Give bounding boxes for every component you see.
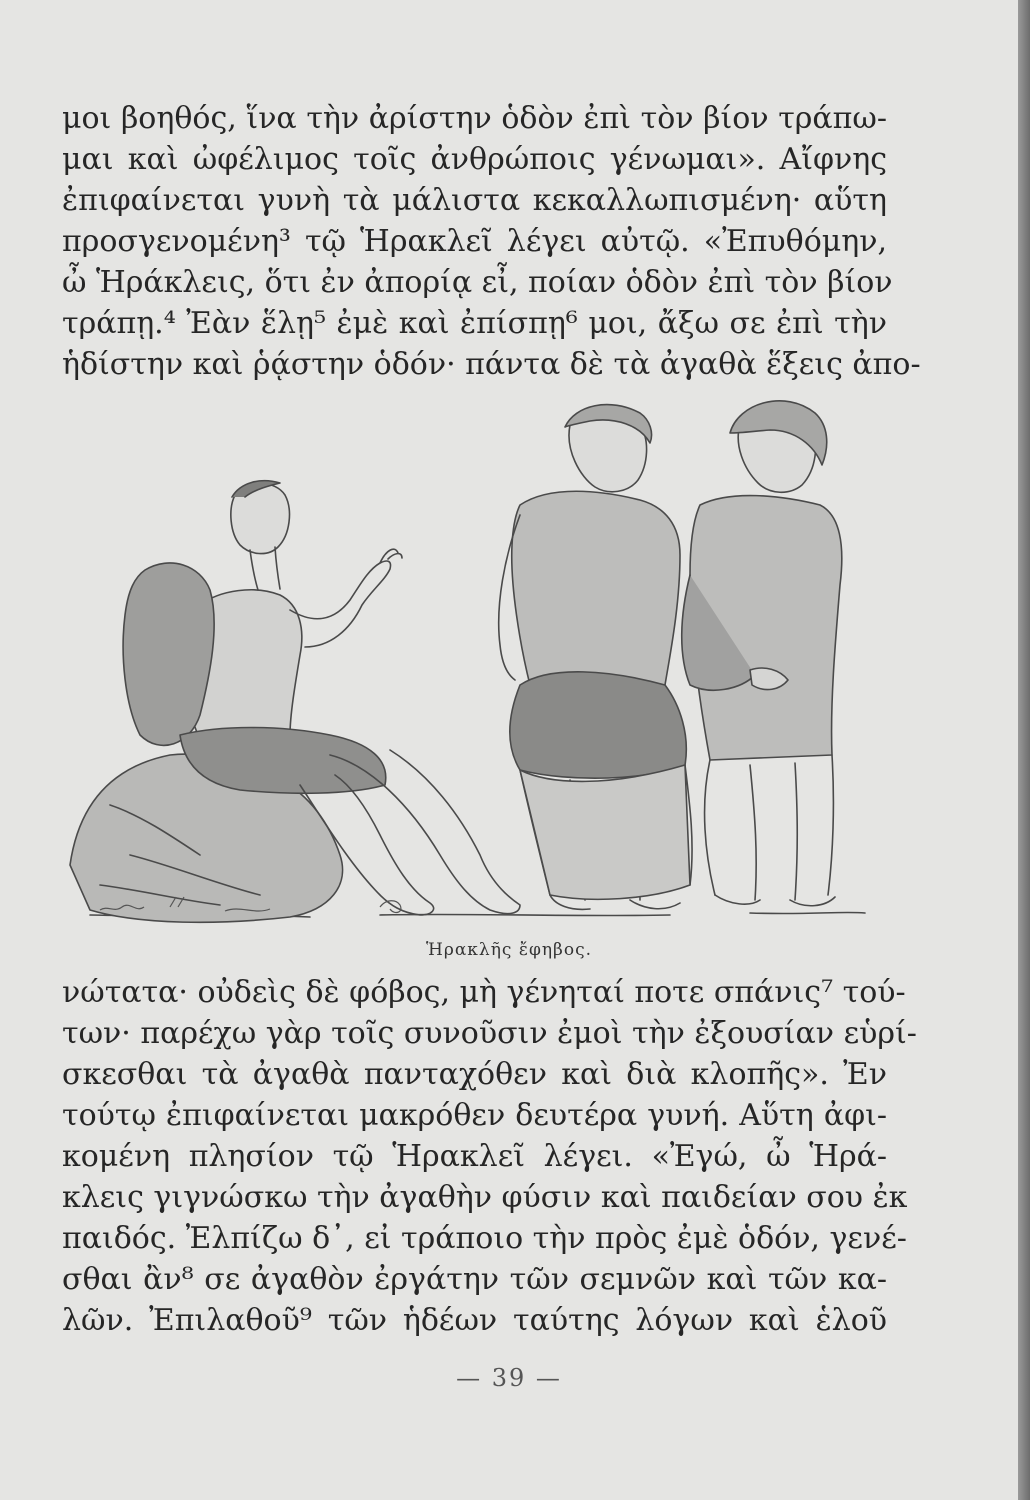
illustration-caption: Ἡρακλῆς ἔφηβος. xyxy=(425,940,593,960)
text-line: των· παρέχω γὰρ τοῖς συνοῦσιν ἐμοὶ τὴν ἐξουσίαν εὑρί- xyxy=(62,1016,917,1051)
text-line: παιδός. Ἐλπίζω δ᾽, εἰ τράποιο τὴν πρὸς ἐμὲ ὁδόν, γενέ- xyxy=(62,1221,907,1256)
page-number: — 39 — xyxy=(456,1364,562,1392)
text-line: σκεσθαι τὰ ἀγαθὰ πανταχόθεν καὶ διὰ κλοπῆς». Ἐν xyxy=(62,1057,887,1092)
text-block-bottom xyxy=(62,972,917,1341)
text-line: μαι καὶ ὠφέλιμος τοῖς ἀνθρώποις γένωμαι». Αἴφνης xyxy=(62,142,887,177)
text-line: μοι βοηθός, ἵνα τὴν ἀρίστην ὁδὸν ἐπὶ τὸν βίον τράπω- xyxy=(62,101,887,136)
text-line: ἡδίστην καὶ ῥᾴστην ὁδόν· πάντα δὲ τὰ ἀγαθὰ ἕξεις ἀπο- xyxy=(62,347,921,382)
text-line: κλεις γιγνώσκω τὴν ἀγαθὴν φύσιν καὶ παιδείαν σου ἐκ xyxy=(62,1180,908,1215)
text-line: ὦ Ἡράκλεις, ὅτι ἐν ἀπορίᾳ εἶ, ποίαν ὁδὸν ἐπὶ τὸν βίον xyxy=(62,265,893,300)
text-line: κομένη πλησίον τῷ Ἡρακλεῖ λέγει. «Ἐγώ, ὦ Ἡρά- xyxy=(62,1139,887,1174)
text-block-top xyxy=(62,98,921,385)
illustration-heracles xyxy=(50,385,900,945)
page-edge-shadow xyxy=(1018,0,1030,1500)
text-line: ἐπιφαίνεται γυνὴ τὰ μάλιστα κεκαλλωπισμένη· αὕτη xyxy=(62,183,887,218)
text-line: τούτῳ ἐπιφαίνεται μακρόθεν δευτέρα γυνή. Αὕτη ἀφι- xyxy=(62,1098,887,1133)
text-line: νώτατα· οὐδεὶς δὲ φόβος, μὴ γένηταί ποτε σπάνις⁷ τού- xyxy=(62,975,906,1010)
text-line: λῶν. Ἐπιλαθοῦ⁹ τῶν ἡδέων ταύτης λόγων καὶ ἑλοῦ xyxy=(62,1303,887,1338)
text-line: τράπῃ.⁴ Ἐὰν ἕλῃ⁵ ἐμὲ καὶ ἐπίσπῃ⁶ μοι, ἄξω σε ἐπὶ τὴν xyxy=(62,306,887,341)
text-line: σθαι ἂν⁸ σε ἀγαθὸν ἐργάτην τῶν σεμνῶν καὶ τῶν κα- xyxy=(62,1262,887,1297)
text-line: προσγενομένη³ τῷ Ἡρακλεῖ λέγει αὐτῷ. «Ἐπυθόμην, xyxy=(62,224,887,259)
